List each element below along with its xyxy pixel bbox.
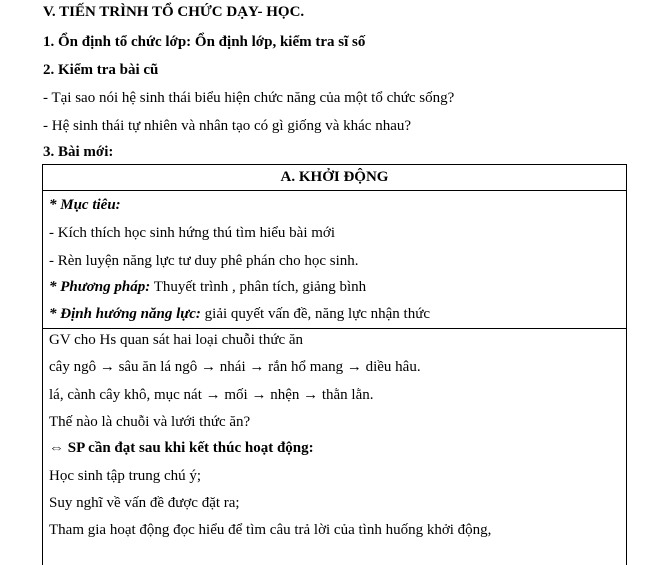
method-label: * Phương pháp: bbox=[49, 279, 151, 295]
orientation-text: giải quyết vấn đề, năng lực nhận thức bbox=[200, 306, 431, 322]
result-item-3: Tham gia hoạt động đọc hiểu để tìm câu trả lời của tình huống khởi động, bbox=[49, 522, 492, 538]
method-text: Thuyết trình , phân tích, giảng bình bbox=[150, 279, 367, 295]
review-question-2: - Hệ sinh thái tự nhiên và nhân tạo có gì giống và khác nhau? bbox=[43, 118, 412, 134]
goal-item-2: - Rèn luyện năng lực tư duy phê phán cho học sinh. bbox=[49, 253, 359, 269]
result-item-2: Suy nghĩ về vấn đề được đặt ra; bbox=[49, 495, 240, 511]
section-3-title: 3. Bài mới: bbox=[43, 144, 114, 160]
method-line bbox=[49, 277, 366, 297]
food-chain-2: lá, cành cây khô, mục nát → mối → nhện → thằn lằn. bbox=[49, 387, 374, 403]
food-chain-1: cây ngô → sâu ăn lá ngô → nhái → rắn hổ mang → diều hâu. bbox=[49, 359, 421, 375]
table-title: A. KHỞI ĐỘNG bbox=[280, 169, 389, 185]
expected-product-label: ⇔ SP cần đạt sau khi kết thúc hoạt động: bbox=[49, 440, 314, 456]
orientation-line bbox=[49, 304, 430, 324]
result-item-1: Học sinh tập trung chú ý; bbox=[49, 468, 202, 484]
goal-label: * Mục tiêu: bbox=[49, 197, 121, 213]
activity-question: Thế nào là chuỗi và lưới thức ăn? bbox=[49, 414, 251, 430]
goal-item-1: - Kích thích học sinh hứng thú tìm hiểu bài mới bbox=[49, 225, 336, 241]
review-question-1: - Tại sao nói hệ sinh thái biểu hiện chức năng của một tổ chức sống? bbox=[43, 90, 455, 106]
orientation-label: * Định hướng năng lực: bbox=[49, 306, 201, 322]
activity-intro: GV cho Hs quan sát hai loại chuỗi thức ăn bbox=[49, 332, 304, 348]
row-divider bbox=[43, 328, 626, 329]
section-2-title: 2. Kiểm tra bài cũ bbox=[43, 62, 159, 78]
title-divider bbox=[43, 190, 626, 191]
activity-table bbox=[42, 164, 627, 565]
section-heading: V. TIẾN TRÌNH TỔ CHỨC DẠY- HỌC. bbox=[43, 4, 305, 20]
section-1-title: 1. Ổn định tổ chức lớp: Ổn định lớp, kiểm tra sĩ số bbox=[43, 34, 366, 50]
